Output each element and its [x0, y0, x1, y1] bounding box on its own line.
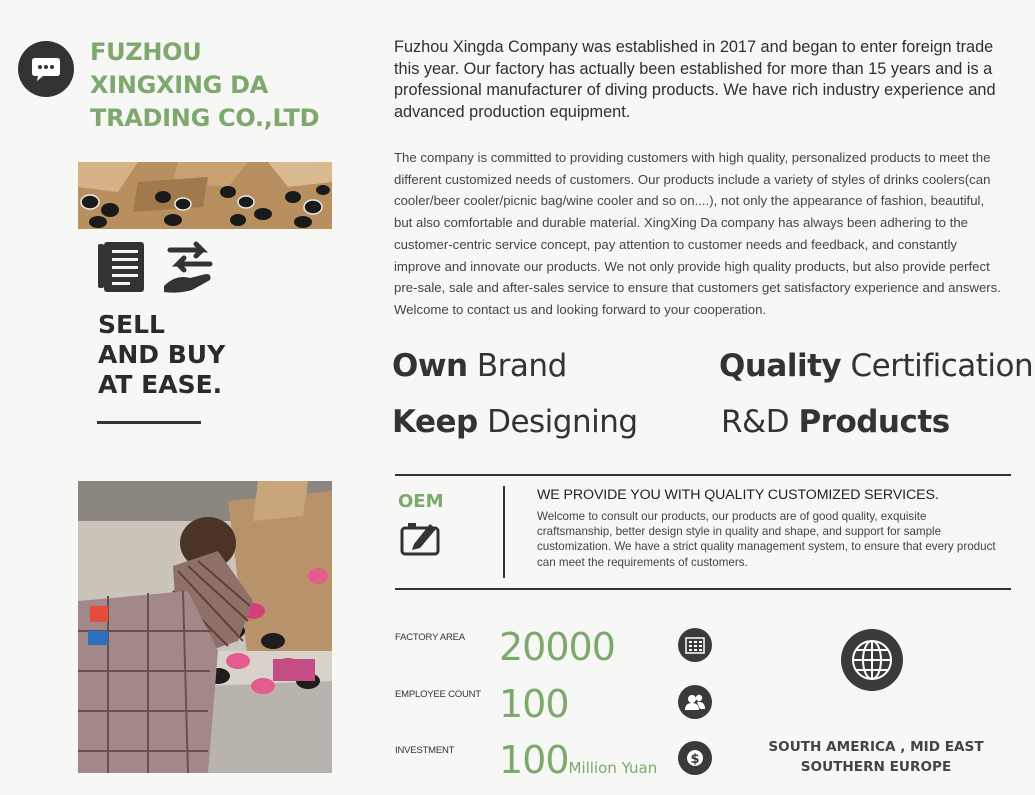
factory-building-icon — [678, 628, 712, 662]
feature-quality-certification: Quality Certification — [719, 348, 1034, 384]
stat-label-factory-area: FACTORY AREA — [395, 632, 465, 643]
product-boxes-photo — [78, 162, 332, 229]
slogan-line-1: SELL — [98, 310, 165, 339]
oem-description: Welcome to consult our products, our products are of good quality, exquisite craftsmanship, better design style in quality and shape, and support for sample customization. We have a strict quality management system, to ensure that every product can meet the requirements of customers. — [537, 510, 996, 569]
oem-label: OEM — [398, 491, 444, 512]
oem-top-divider — [395, 474, 1011, 476]
company-name: FUZHOU XINGXING DA TRADING CO.,LTD — [90, 38, 320, 132]
stat-label-employee-count: EMPLOYEE COUNT — [395, 689, 481, 700]
sell-and-buy-slogan — [98, 310, 225, 400]
feature-rd-products: R&D Products — [721, 404, 950, 440]
feature-own-brand: Own Brand — [392, 348, 567, 384]
document-list-icon — [98, 240, 150, 294]
factory-worker-photo — [78, 481, 332, 773]
slogan-line-3: AT EASE. — [98, 370, 223, 399]
slogan-line-2: AND BUY — [98, 340, 226, 369]
chat-bubble-icon — [31, 56, 61, 82]
svg-text:$: $ — [690, 752, 700, 767]
oem-bottom-divider — [395, 588, 1011, 590]
exchange-hands-icon — [162, 240, 218, 294]
oem-title: WE PROVIDE YOU WITH QUALITY CUSTOMIZED SERVICES. — [537, 487, 939, 503]
investment-unit: Million Yuan — [568, 759, 658, 777]
markets-text — [760, 737, 992, 777]
markets-line-1: SOUTH AMERICA , MID EAST — [768, 739, 984, 755]
slogan-divider — [97, 421, 201, 424]
trade-icons — [98, 240, 218, 294]
stat-label-investment: INVESTMENT — [395, 745, 455, 756]
oem-vertical-divider — [503, 486, 505, 578]
dollar-icon — [678, 741, 712, 775]
stat-value-employee-count: 100 — [499, 682, 569, 726]
company-intro: Fuzhou Xingda Company was established in 2017 and began to enter foreign trade this year. Our factory has actually been established for more than 15 years and is a professional manufacturer of diving products. We have rich industry experience and advanced production equipment. — [394, 38, 996, 121]
globe-icon — [841, 629, 903, 696]
feature-keep-designing: Keep Designing — [392, 404, 638, 440]
edit-document-icon — [400, 520, 442, 561]
chat-button[interactable] — [18, 41, 74, 97]
markets-line-2: SOUTHERN EUROPE — [800, 759, 952, 775]
stat-value-investment: 100Million Yuan — [499, 738, 658, 782]
people-icon — [678, 685, 712, 719]
company-description: The company is committed to providing customers with high quality, personalized products to meet the different customized needs of customers. Our products include a variety of styles of drinks coolers(can cooler/beer cooler/picnic bag/wine cooler and so on....), not only the appearance of fashion, beautiful, but also comfortable and durable material. XingXing Da company has always been adhering to the customer-centric service concept, pay attention to customer needs and feedback, and constantly improve and innovate our products. We not only provide high quality products, but also provide perfect pre-sale, sale and after-sales service to ensure that customers get satisfactory experience and answers. Welcome to contact us and looking forward to your cooperation. — [394, 150, 1001, 317]
stat-value-factory-area: 20000 — [499, 625, 615, 669]
